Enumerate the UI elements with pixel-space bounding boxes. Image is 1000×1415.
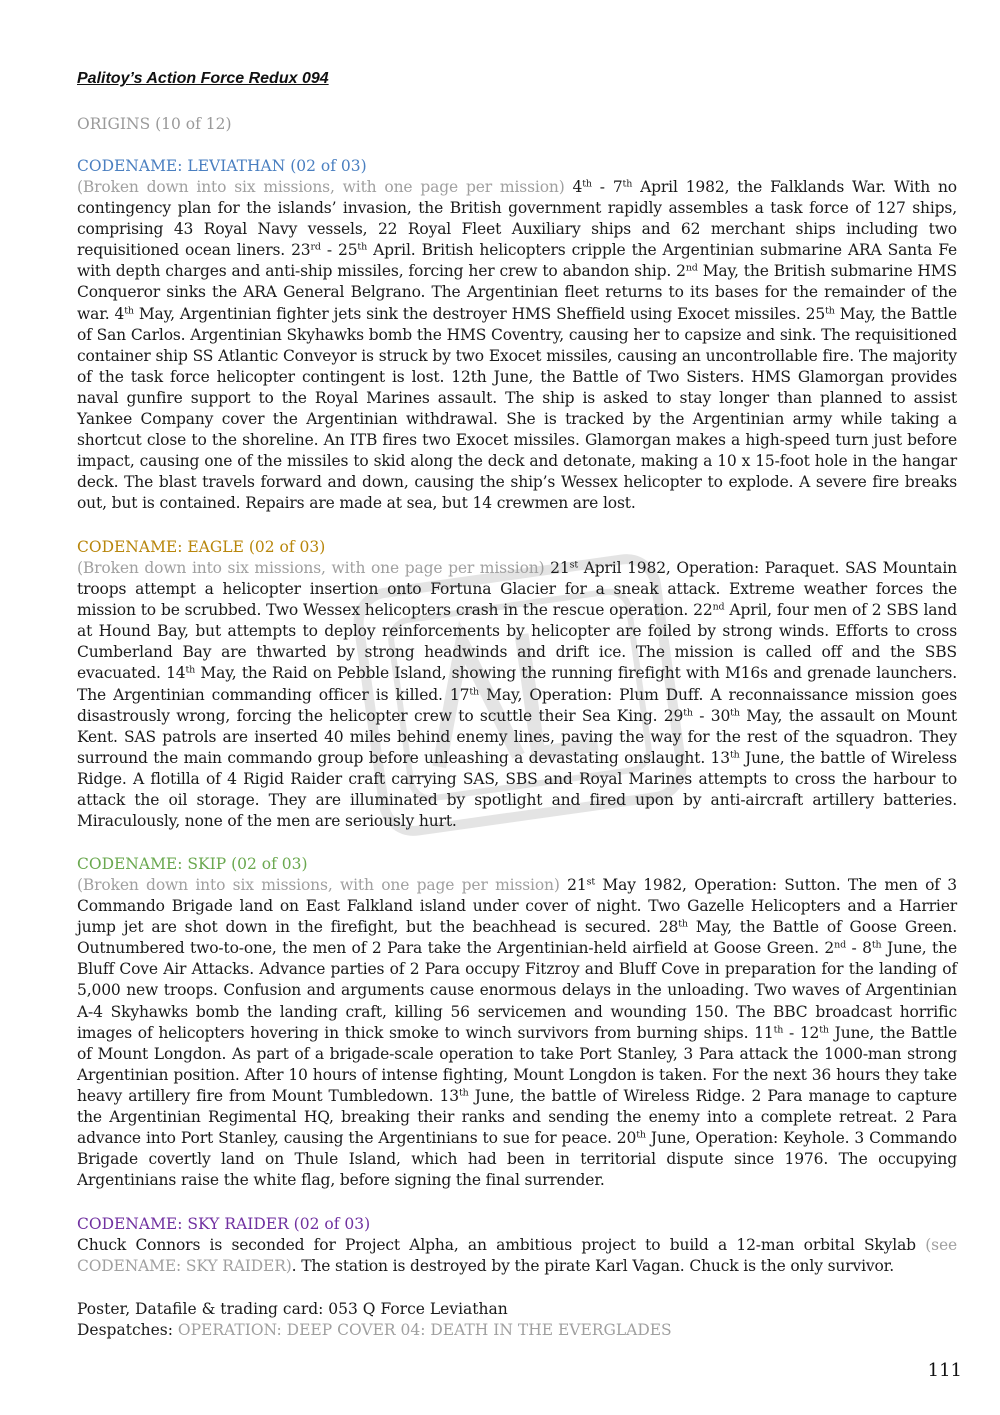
despatches-line <box>77 1320 672 1341</box>
poster-line: Poster, Datafile & trading card: 053 Q Force Leviathan <box>77 1300 508 1318</box>
section-eagle <box>77 537 957 832</box>
skip-note: (Broken down into six missions, with one page per mission) <box>77 876 560 894</box>
despatches-value: OPERATION: DEEP COVER 04: DEATH IN THE EVERGLADES <box>177 1321 672 1339</box>
leviathan-note: (Broken down into six missions, with one page per mission) <box>77 178 565 196</box>
eagle-body: (Broken down into six missions, with one page per mission) 21st April 1982, Operation: Paraquet. SAS Mountain troops attempt a helicopter insertion onto Fortuna Glacier for a sneak attack. Extreme weather forces the mission to be scrubbed. Two Wessex helicopters crash in the rescue operation. 22nd April, four men of 2 SBS land at Hound Bay, but attempts to deploy reinforcements by helicopter are foiled by strong winds. Efforts to cross Cumberland Bay are thwarted by strong headwinds and drift ice. The mission is called off and the SBS evacuated. 14th May, the Raid on Pebble Island, showing the running firefight with M16s and grenade launchers. The Argentinian commanding officer is killed. 17th May, Operation: Plum Duff. A reconnaissance mission goes disastrously wrong, forcing the helicopter crew to scuttle their Sea King. 29th - 30th May, the assault on Mount Kent. SAS patrols are inserted 40 miles behind enemy lines, paving the way for the rest of the squadron. They surround the main commando group before unleashing a devastating onslaught. 13th June, the battle of Wireless Ridge. A flotilla of 4 Rigid Raider craft carrying SAS, SBS and Royal Marines attempts to cross the harbour to attack the oil storage. They are illuminated by spotlight and fired upon by anti-aircraft artillery batteries. Miraculously, none of the men are seriously hurt. <box>77 559 957 831</box>
section-leviathan <box>77 156 957 515</box>
despatches-label: Despatches: <box>77 1321 178 1339</box>
codename-leviathan-heading: CODENAME: LEVIATHAN (02 of 03) <box>77 157 367 175</box>
footer-info <box>77 1299 672 1341</box>
sky-raider-body: Chuck Connors is seconded for Project Alpha, an ambitious project to build a 12-man orbital Skylab (see CODENAME: SKY RAIDER). The station is destroyed by the pirate Karl Vagan. Chuck is the only survivor. <box>77 1236 957 1276</box>
leviathan-body: (Broken down into six missions, with one page per mission) 4th - 7th April 1982, the Falklands War. With no contingency plan for the islands’ invasion, the British government rapidly assembles a task force of 127 ships, comprising 43 Royal Navy vessels, 22 Royal Fleet Auxiliary ships and 62 merchant ships including two requisitioned ocean liners. 23rd - 25th April. British helicopters cripple the Argentinian submarine ARA Santa Fe with depth charges and anti-ship missiles, forcing her crew to abandon ship. 2nd May, the British submarine HMS Conqueror sinks the ARA General Belgrano. The Argentinian fleet returns to its bases for the remainder of the war. 4th May, Argentinian fighter jets sink the destroyer HMS Sheffield using Exocet missiles. 25th May, the Battle of San Carlos. Argentinian Skyhawks bomb the HMS Coventry, causing her to capsize and sink. The requisitioned container ship SS Atlantic Conveyor is struck by two Exocet missiles, causing an uncontrollable fire. The majority of the task force helicopter contingent is lost. 12th June, the Battle of Two Sisters. HMS Glamorgan provides naval gunfire support to the Royal Marines assault. The ship is asked to stay longer than planned to assist Yankee Company cover the Argentinian withdrawal. She is tracked by the Argentinian army while taking a shortcut close to the shoreline. An ITB fires two Exocet missiles. Glamorgan makes a high-speed turn just before impact, causing one of the missiles to skid along the deck and detonate, making a 10 x 15-foot hole in the hangar deck. The blast travels forward and down, causing the ship’s Wessex helicopter to explode. A severe fire breaks out, but is contained. Repairs are made at sea, but 14 crewmen are lost. <box>77 178 958 513</box>
section-skip <box>77 854 957 1191</box>
codename-skip-heading: CODENAME: SKIP (02 of 03) <box>77 855 308 873</box>
page-number: 111 <box>927 1360 962 1381</box>
eagle-note: (Broken down into six missions, with one page per mission) <box>77 559 545 577</box>
codename-eagle-heading: CODENAME: EAGLE (02 of 03) <box>77 538 326 556</box>
document-title: Palitoy’s Action Force Redux 094 <box>77 70 329 87</box>
sky-raider-see-ref: (see CODENAME: SKY RAIDER) <box>77 1236 957 1276</box>
codename-sky-raider-heading: CODENAME: SKY RAIDER (02 of 03) <box>77 1215 371 1233</box>
skip-body: (Broken down into six missions, with one page per mission) 21st May 1982, Operation: Sutton. The men of 3 Commando Brigade land on East Falkland island under cover of night. Two Gazelle Helicopters and a Harrier jump jet are shot down in the firefight, but the beachhead is secured. 28th May, the Battle of Goose Green. Outnumbered two-to-one, the men of 2 Para take the Argentinian-held airfield at Goose Green. 2nd - 8th June, the Bluff Cove Air Attacks. Advance parties of 2 Para occupy Fitzroy and Bluff Cove in preparation for the landing of 5,000 new troops. Confusion and arguments cause enormous delays in the unloading. Two waves of Argentinian A-4 Skyhawks bomb the landing craft, killing 56 servicemen and wounding 150. The BBC broadcast horrific images of helicopters hovering in thick smoke to winch survivors from burning ships. 11th - 12th June, the Battle of Mount Longdon. As part of a brigade-scale operation to take Port Stanley, 3 Para attack the 1000-man strong Argentinian position. After 10 hours of intense fighting, Mount Longdon is taken. For the next 36 hours they take heavy artillery fire from Mount Tumbledown. 13th June, the battle of Wireless Ridge. 2 Para manage to capture the Argentinian Regimental HQ, breaking their ranks and sending the enemy into a complete retreat. 2 Para advance into Port Stanley, causing the Argentinians to sue for peace. 20th June, Operation: Keyhole. 3 Commando Brigade covertly land on Thule Island, which had been in territorial dispute since 1976. The occupying Argentinians raise the white flag, before signing the final surrender. <box>77 876 957 1190</box>
section-sky-raider <box>77 1214 957 1277</box>
origins-subtitle: ORIGINS (10 of 12) <box>77 115 232 133</box>
